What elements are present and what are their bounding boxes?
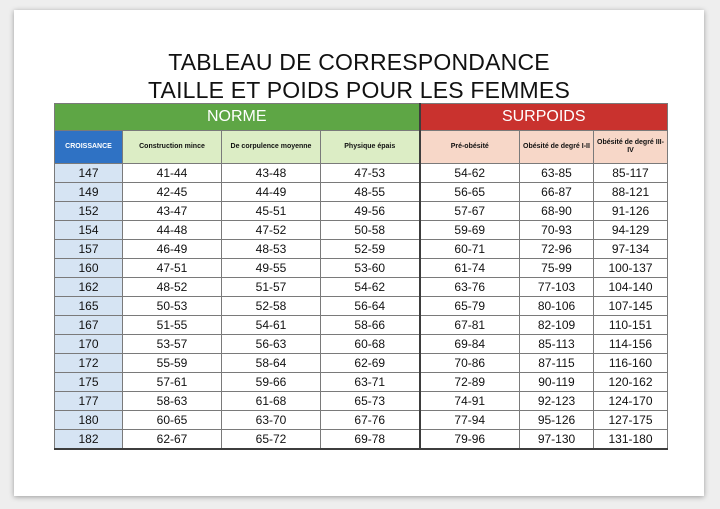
weight-range-cell: 97-134: [594, 240, 668, 259]
weight-range-cell: 47-51: [123, 259, 222, 278]
weight-range-cell: 97-130: [520, 430, 594, 450]
height-cell: 154: [55, 221, 123, 240]
weight-range-cell: 110-151: [594, 316, 668, 335]
weight-range-cell: 49-55: [222, 259, 321, 278]
height-cell: 172: [55, 354, 123, 373]
column-header-row: [55, 131, 668, 164]
weight-range-cell: 43-48: [222, 164, 321, 183]
table-row: [55, 354, 668, 373]
weight-range-cell: 69-78: [321, 430, 420, 450]
weight-range-cell: 94-129: [594, 221, 668, 240]
weight-range-cell: 95-126: [520, 411, 594, 430]
weight-range-cell: 114-156: [594, 335, 668, 354]
weight-range-cell: 44-48: [123, 221, 222, 240]
weight-range-cell: 56-64: [321, 297, 420, 316]
height-cell: 170: [55, 335, 123, 354]
weight-range-cell: 65-79: [420, 297, 520, 316]
weight-range-cell: 42-45: [123, 183, 222, 202]
weight-range-cell: 88-121: [594, 183, 668, 202]
weight-range-cell: 52-59: [321, 240, 420, 259]
weight-range-cell: 107-145: [594, 297, 668, 316]
weight-range-cell: 65-73: [321, 392, 420, 411]
weight-range-cell: 63-70: [222, 411, 321, 430]
chart-card: [14, 10, 704, 496]
weight-range-cell: 57-61: [123, 373, 222, 392]
weight-range-cell: 85-113: [520, 335, 594, 354]
weight-range-cell: 80-106: [520, 297, 594, 316]
weight-range-cell: 48-52: [123, 278, 222, 297]
weight-range-cell: 54-62: [321, 278, 420, 297]
weight-range-cell: 58-63: [123, 392, 222, 411]
height-cell: 152: [55, 202, 123, 221]
weight-range-cell: 77-94: [420, 411, 520, 430]
title-line-2: TAILLE ET POIDS POUR LES FEMMES: [147, 77, 570, 103]
height-cell: 182: [55, 430, 123, 450]
table-row: [55, 202, 668, 221]
group-header-norme: NORME: [55, 104, 420, 131]
weight-range-cell: 72-96: [520, 240, 594, 259]
height-cell: 165: [55, 297, 123, 316]
weight-range-cell: 104-140: [594, 278, 668, 297]
height-cell: 175: [55, 373, 123, 392]
table-row: [55, 373, 668, 392]
weight-range-cell: 91-126: [594, 202, 668, 221]
weight-range-cell: 66-87: [520, 183, 594, 202]
weight-range-cell: 61-74: [420, 259, 520, 278]
table-row: [55, 183, 668, 202]
weight-range-cell: 79-96: [420, 430, 520, 450]
weight-range-cell: 69-84: [420, 335, 520, 354]
table-row: [55, 411, 668, 430]
column-header-pre-obesite: Pré-obésité: [420, 131, 520, 164]
weight-range-cell: 127-175: [594, 411, 668, 430]
weight-range-cell: 49-56: [321, 202, 420, 221]
weight-range-cell: 120-162: [594, 373, 668, 392]
weight-range-cell: 63-76: [420, 278, 520, 297]
weight-range-cell: 67-76: [321, 411, 420, 430]
height-cell: 157: [55, 240, 123, 259]
weight-range-cell: 51-55: [123, 316, 222, 335]
weight-range-cell: 131-180: [594, 430, 668, 450]
weight-range-cell: 59-69: [420, 221, 520, 240]
table-row: [55, 278, 668, 297]
weight-range-cell: 54-61: [222, 316, 321, 335]
table-row: [55, 240, 668, 259]
weight-range-cell: 100-137: [594, 259, 668, 278]
weight-range-cell: 46-49: [123, 240, 222, 259]
table-row: [55, 392, 668, 411]
weight-range-cell: 87-115: [520, 354, 594, 373]
height-cell: 149: [55, 183, 123, 202]
table-row: [55, 164, 668, 183]
weight-range-cell: 57-67: [420, 202, 520, 221]
weight-range-cell: 60-65: [123, 411, 222, 430]
weight-range-cell: 53-60: [321, 259, 420, 278]
height-cell: 180: [55, 411, 123, 430]
group-header-row: [55, 104, 668, 131]
weight-range-cell: 68-90: [520, 202, 594, 221]
weight-range-cell: 50-53: [123, 297, 222, 316]
weight-range-cell: 56-63: [222, 335, 321, 354]
weight-range-cell: 45-51: [222, 202, 321, 221]
weight-range-cell: 75-99: [520, 259, 594, 278]
weight-range-cell: 70-86: [420, 354, 520, 373]
weight-range-cell: 60-71: [420, 240, 520, 259]
height-cell: 177: [55, 392, 123, 411]
weight-range-cell: 70-93: [520, 221, 594, 240]
weight-range-cell: 92-123: [520, 392, 594, 411]
weight-range-cell: 52-58: [222, 297, 321, 316]
weight-range-cell: 44-49: [222, 183, 321, 202]
weight-range-cell: 124-170: [594, 392, 668, 411]
table-row: [55, 335, 668, 354]
weight-range-cell: 41-44: [123, 164, 222, 183]
weight-range-cell: 72-89: [420, 373, 520, 392]
weight-range-cell: 61-68: [222, 392, 321, 411]
weight-range-cell: 56-65: [420, 183, 520, 202]
weight-range-cell: 60-68: [321, 335, 420, 354]
weight-range-cell: 59-66: [222, 373, 321, 392]
weight-range-cell: 85-117: [594, 164, 668, 183]
weight-range-cell: 116-160: [594, 354, 668, 373]
weight-range-cell: 50-58: [321, 221, 420, 240]
height-cell: 160: [55, 259, 123, 278]
table-row: [55, 221, 668, 240]
height-cell: 147: [55, 164, 123, 183]
weight-range-cell: 63-71: [321, 373, 420, 392]
weight-range-cell: 77-103: [520, 278, 594, 297]
weight-range-cell: 65-72: [222, 430, 321, 450]
column-header-croissance: CROISSANCE: [55, 131, 123, 164]
column-header-obesite-1-2: Obésité de degré I-II: [520, 131, 594, 164]
table-body: [55, 164, 668, 450]
weight-range-cell: 54-62: [420, 164, 520, 183]
page-title: [14, 48, 704, 104]
table-row: [55, 259, 668, 278]
column-header-corpulence-moyenne: De corpulence moyenne: [222, 131, 321, 164]
table-row: [55, 297, 668, 316]
weight-range-cell: 90-119: [520, 373, 594, 392]
weight-range-cell: 53-57: [123, 335, 222, 354]
weight-range-cell: 43-47: [123, 202, 222, 221]
weight-range-cell: 51-57: [222, 278, 321, 297]
weight-range-cell: 62-67: [123, 430, 222, 450]
weight-range-cell: 48-55: [321, 183, 420, 202]
column-header-physique-epais: Physique épais: [321, 131, 420, 164]
weight-range-cell: 48-53: [222, 240, 321, 259]
table-row: [55, 430, 668, 450]
column-header-construction-mince: Construction mince: [123, 131, 222, 164]
weight-range-cell: 63-85: [520, 164, 594, 183]
weight-range-cell: 62-69: [321, 354, 420, 373]
group-header-surpoids: SURPOIDS: [420, 104, 668, 131]
correspondence-table: [54, 103, 668, 450]
weight-range-cell: 47-53: [321, 164, 420, 183]
weight-range-cell: 55-59: [123, 354, 222, 373]
weight-range-cell: 47-52: [222, 221, 321, 240]
column-header-obesite-3-4: Obésité de degré III-IV: [594, 131, 668, 164]
weight-range-cell: 58-66: [321, 316, 420, 335]
height-cell: 167: [55, 316, 123, 335]
weight-range-cell: 67-81: [420, 316, 520, 335]
table-row: [55, 316, 668, 335]
title-line-1: TABLEAU DE CORRESPONDANCE: [168, 49, 550, 75]
height-cell: 162: [55, 278, 123, 297]
weight-range-cell: 58-64: [222, 354, 321, 373]
weight-range-cell: 74-91: [420, 392, 520, 411]
weight-range-cell: 82-109: [520, 316, 594, 335]
